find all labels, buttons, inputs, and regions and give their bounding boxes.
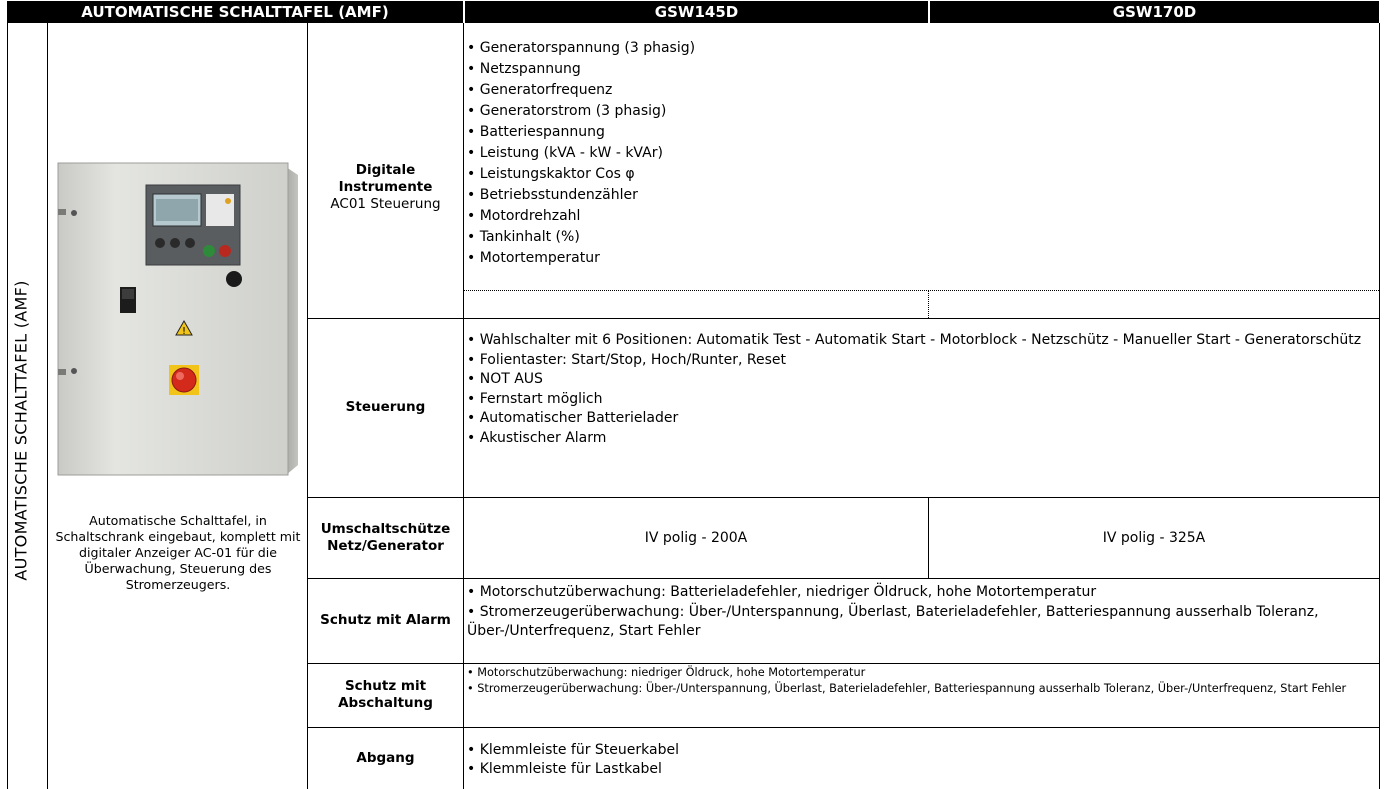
- grid-line: [1379, 23, 1380, 789]
- list-item: • Motorschutzüberwachung: niedriger Öldruck, hohe Motortemperatur: [467, 665, 1377, 681]
- hinge-icon: [58, 209, 66, 215]
- output-title: Abgang: [356, 749, 415, 766]
- row-label-output: [308, 727, 463, 789]
- list-item: • Motortemperatur: [467, 248, 1367, 269]
- list-item: • Wahlschalter mit 6 Positionen: Automatik Test - Automatik Start - Motorblock - Netzschütz - Manueller Start - Generatorschütz: [467, 331, 1372, 351]
- list-item: • Folientaster: Start/Stop, Hoch/Runter, Reset: [467, 351, 1372, 371]
- side-label: AUTOMATISCHE SCHALTTAFEL (AMF): [11, 279, 31, 581]
- contactors-value-b: IV polig - 325A: [1102, 529, 1206, 546]
- control-title: Steuerung: [345, 399, 426, 415]
- list-item: • Leistungskaktor Cos φ: [467, 164, 1367, 185]
- grid-line: [307, 727, 1379, 728]
- list-item: • Generatorspannung (3 phasig): [467, 38, 1367, 59]
- list-item: • Generatorstrom (3 phasig): [467, 101, 1367, 122]
- grid-line: [463, 290, 1379, 291]
- list-item: • NOT AUS: [467, 370, 1372, 390]
- grid-line: [463, 23, 464, 789]
- selector-knob-icon: [226, 271, 242, 287]
- contactors-title-1: Umschaltschütze: [320, 520, 451, 537]
- svg-text:!: !: [181, 326, 187, 337]
- control-cabinet-image: [52, 139, 302, 499]
- control-list: [467, 331, 1372, 448]
- list-item: • Batteriespannung: [467, 122, 1367, 143]
- screw-icon: [71, 368, 77, 374]
- instruments-title-1: Digitale: [355, 162, 416, 178]
- grid-line: [307, 578, 1379, 579]
- row-label-instruments: [308, 150, 463, 225]
- shutdown-title-1: Schutz mit: [344, 678, 427, 694]
- product-description: Automatische Schalttafel, in Schaltschrank eingebaut, komplett mit digitaler Anzeiger AC-01 für die Überwachung, Steuerung des Stromerzeugers.: [55, 513, 301, 592]
- header-title: AUTOMATISCHE SCHALTTAFEL (AMF): [81, 3, 389, 21]
- output-list: [467, 741, 1367, 779]
- instruments-list: [467, 38, 1367, 269]
- instruments-title-2: Instrumente: [338, 179, 433, 195]
- list-item: • Stromerzeugerüberwachung: Über-/Unterspannung, Überlast, Baterieladefehler, Batteriespannung ausserhalb Toleranz, Über-/Unterfrequenz, Start Fehler: [467, 681, 1377, 697]
- list-item: • Netzspannung: [467, 59, 1367, 80]
- shutdown-title-2: Abschaltung: [338, 695, 433, 711]
- screw-icon: [71, 210, 77, 216]
- contactors-value-a: IV polig - 200A: [644, 529, 748, 546]
- list-item: • Klemmleiste für Lastkabel: [467, 760, 1367, 779]
- list-item: • Betriebsstundenzähler: [467, 185, 1367, 206]
- rocker-switch-top: [122, 289, 134, 299]
- grid-line: [307, 318, 1379, 319]
- header-model-a-cell: [465, 1, 928, 23]
- list-item: • Klemmleiste für Steuerkabel: [467, 741, 1367, 760]
- list-item: • Akustischer Alarm: [467, 429, 1372, 449]
- row-label-shutdown: [308, 663, 463, 727]
- header-model-b-cell: [930, 1, 1379, 23]
- controller-button-icon: [219, 245, 231, 257]
- row-label-contactors: [308, 497, 463, 578]
- hinge-icon: [58, 369, 66, 375]
- list-item: • Stromerzeugerüberwachung: Über-/Unterspannung, Überlast, Baterieladefehler, Batteriespannung ausserhalb Toleranz, Über-/Unterfrequenz, Start Fehler: [467, 603, 1372, 642]
- row-label-alarm: [308, 578, 463, 663]
- controller-button-icon: [155, 238, 165, 248]
- list-item: • Motordrehzahl: [467, 206, 1367, 227]
- list-item: • Tankinhalt (%): [467, 227, 1367, 248]
- list-item: • Automatischer Batterielader: [467, 409, 1372, 429]
- grid-line: [307, 663, 1379, 664]
- controller-button-icon: [170, 238, 180, 248]
- controller-led-icon: [225, 198, 231, 204]
- header-model-a: GSW145D: [654, 3, 739, 21]
- instruments-subtitle: AC01 Steuerung: [330, 196, 441, 212]
- controller-button-icon: [185, 238, 195, 248]
- header-model-b: GSW170D: [1112, 3, 1197, 21]
- list-item: • Leistung (kVA - kW - kVAr): [467, 143, 1367, 164]
- controller-display-inner: [156, 199, 198, 221]
- list-item: • Fernstart möglich: [467, 390, 1372, 410]
- emergency-stop-icon: [172, 368, 196, 392]
- shutdown-list: [467, 665, 1377, 697]
- grid-line: [928, 290, 929, 318]
- row-label-control: [308, 318, 463, 497]
- grid-line: [47, 23, 48, 789]
- list-item: • Motorschutzüberwachung: Batterieladefehler, niedriger Öldruck, hohe Motortemperatur: [467, 583, 1372, 603]
- controller-button-icon: [203, 245, 215, 257]
- header-title-cell: [7, 1, 463, 23]
- list-item: • Generatorfrequenz: [467, 80, 1367, 101]
- side-label-cell: [7, 250, 35, 610]
- contactors-title-2: Netz/Generator: [327, 537, 444, 554]
- alarm-title: Schutz mit Alarm: [320, 612, 451, 628]
- alarm-list: [467, 583, 1372, 642]
